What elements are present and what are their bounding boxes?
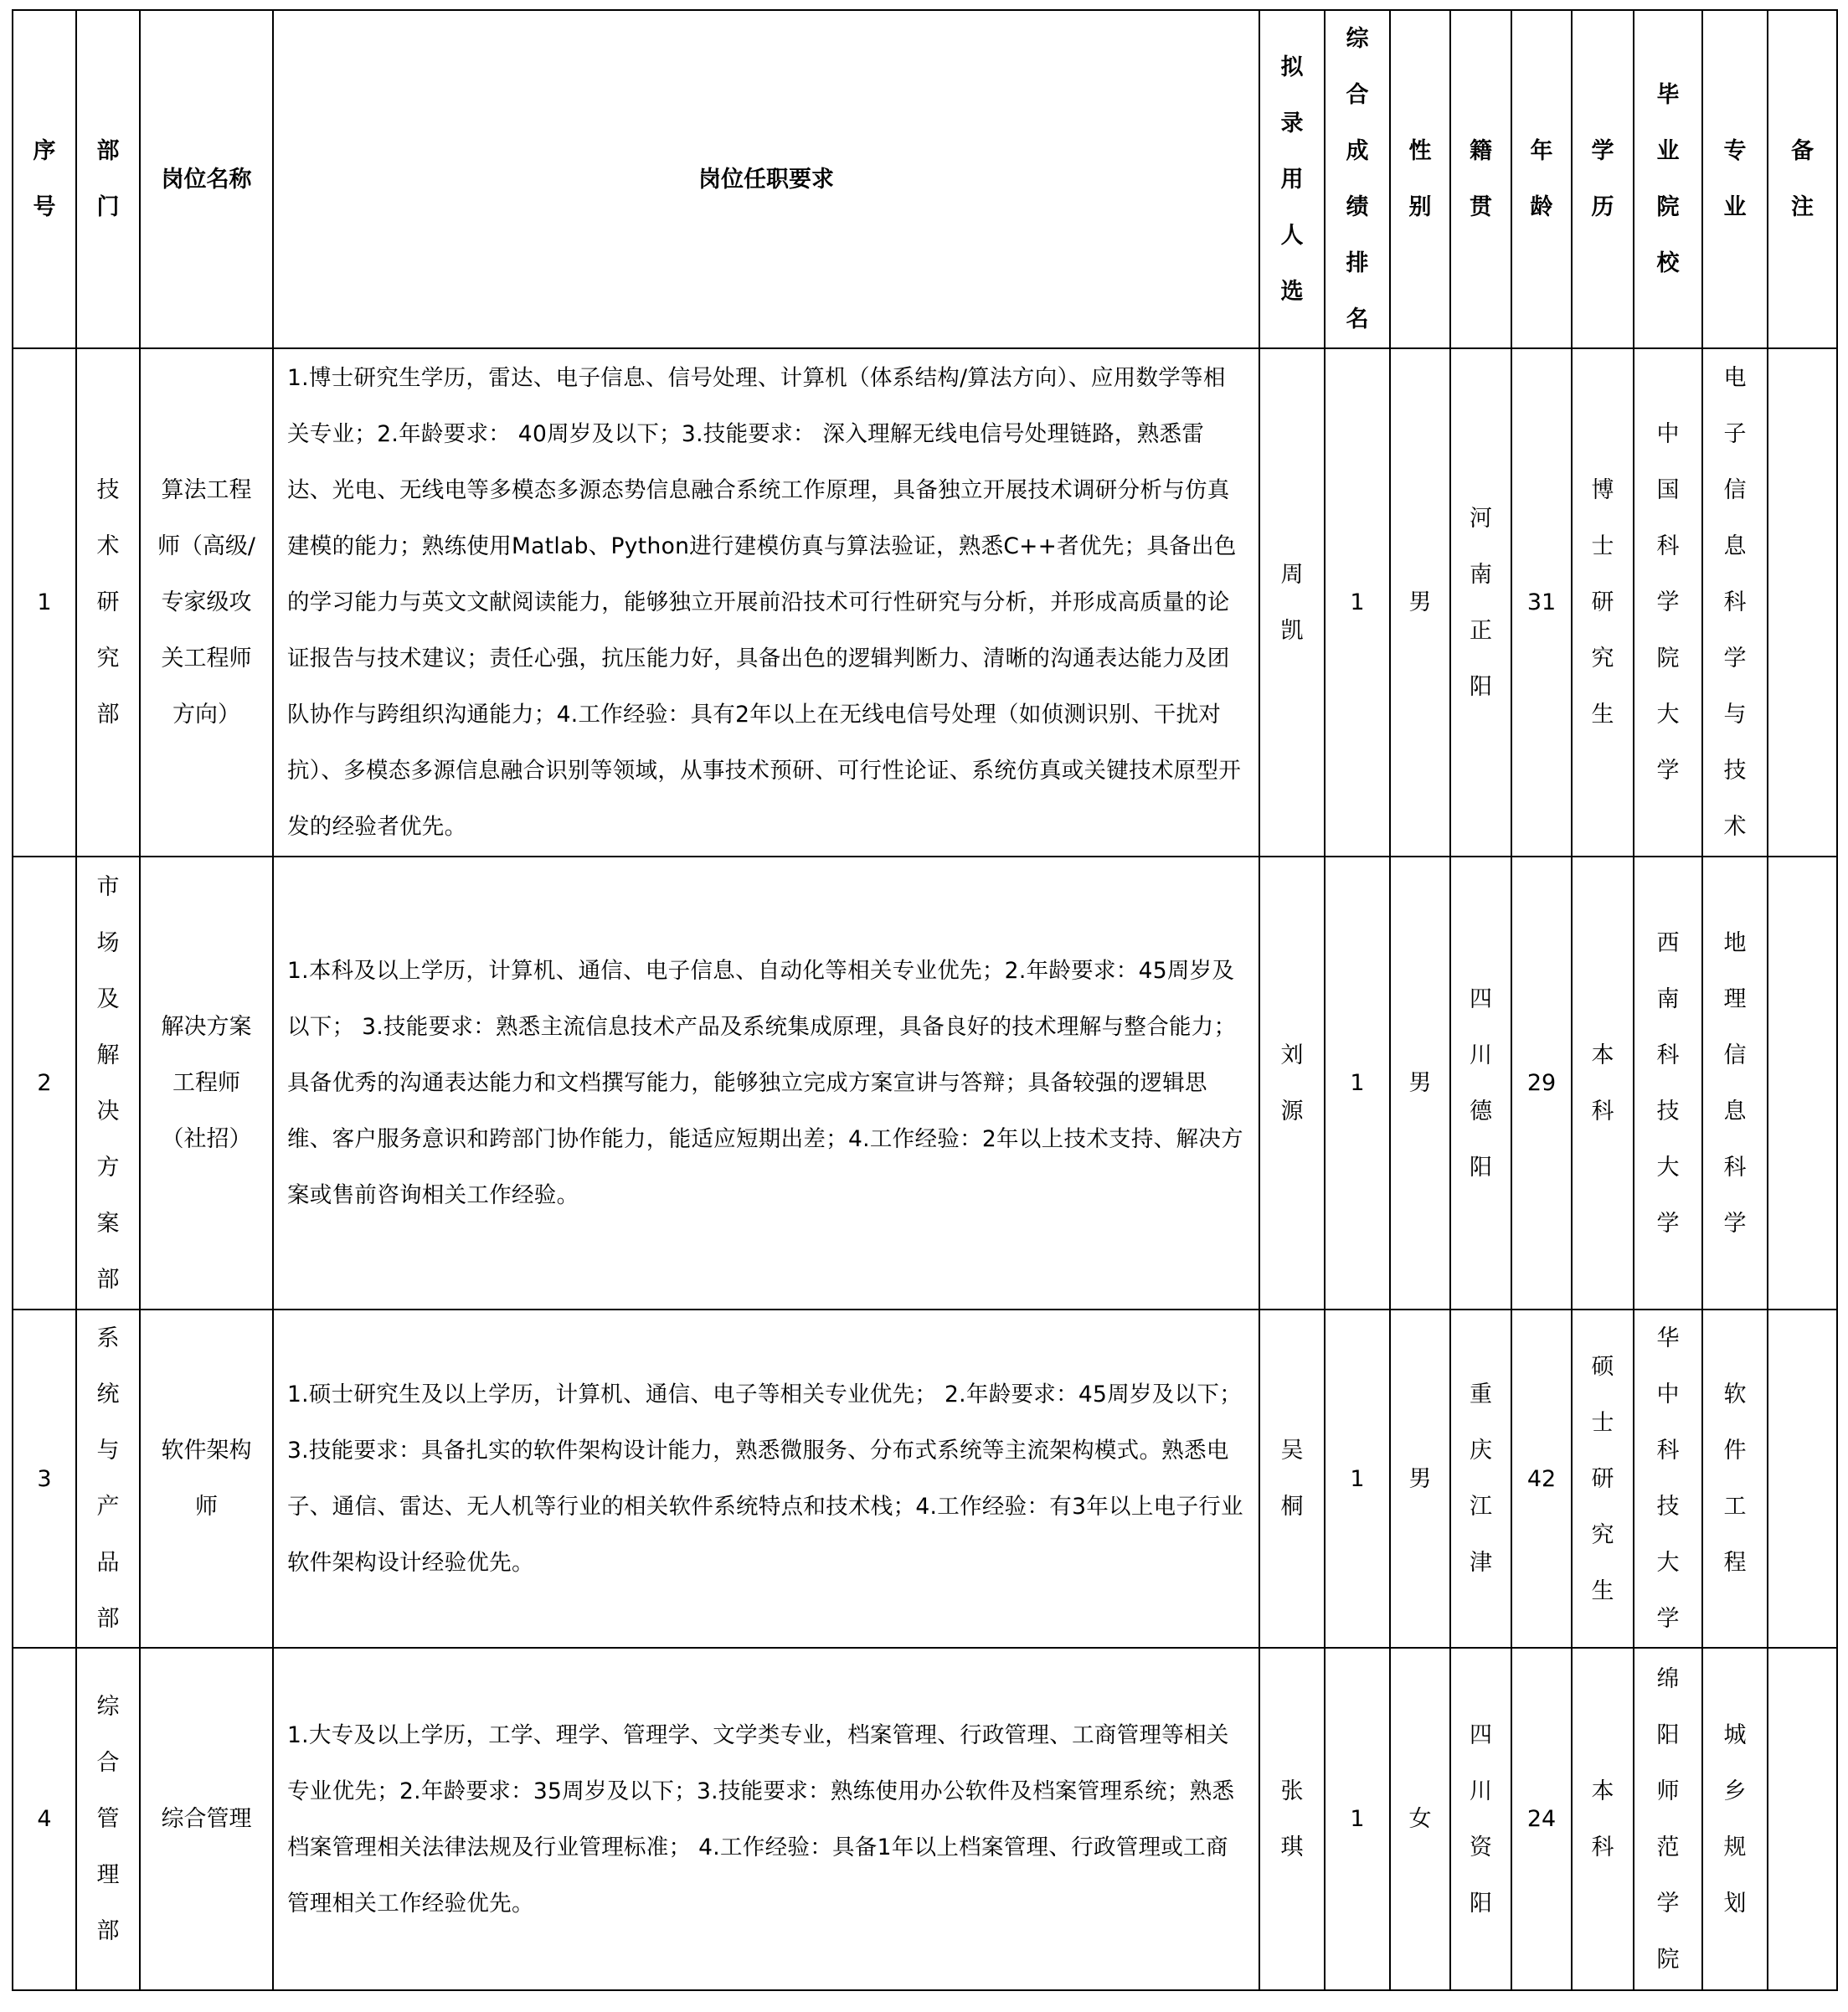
cell-major: 地理信息科学 [1702,857,1768,1310]
cell-school: 华中科技大学 [1634,1310,1702,1648]
cell-origin: 四川德阳 [1450,857,1511,1310]
cell-requirements: 1.硕士研究生及以上学历，计算机、通信、电子等相关专业优先； 2.年龄要求：45周岁及以下； 3.技能要求：具备扎实的软件架构设计能力，熟悉微服务、分布式系统等主流架构模式。熟悉电子、通信、雷达、无人机等行业的相关软件系统特点和技术栈；4.工作经验：有3年以上电子行业软件架构设计经验优先。 [273,1310,1259,1648]
cell-rank: 1 [1325,1648,1390,1990]
cell-requirements: 1.本科及以上学历，计算机、通信、电子信息、自动化等相关专业优先；2.年龄要求：45周岁及以下； 3.技能要求：熟悉主流信息技术产品及系统集成原理，具备良好的技术理解与整合能力；具备优秀的沟通表达能力和文档撰写能力，能够独立完成方案宣讲与答辩；具备较强的逻辑思维、客户服务意识和跨部门协作能力，能适应短期出差；4.工作经验：2年以上技术支持、解决方案或售前咨询相关工作经验。 [273,857,1259,1310]
header-remarks: 备注 [1768,10,1837,348]
cell-major: 城乡规划 [1702,1648,1768,1990]
cell-position: 解决方案工程师（社招） [140,857,273,1310]
cell-seq: 3 [13,1310,76,1648]
cell-age: 31 [1511,348,1572,857]
cell-candidate: 张琪 [1259,1648,1325,1990]
cell-age: 24 [1511,1648,1572,1990]
cell-gender: 男 [1390,348,1450,857]
header-seq: 序号 [13,10,76,348]
cell-seq: 1 [13,348,76,857]
cell-major: 软件工程 [1702,1310,1768,1648]
header-education: 学历 [1572,10,1634,348]
cell-gender: 女 [1390,1648,1450,1990]
cell-remarks [1768,1310,1837,1648]
cell-origin: 重庆江津 [1450,1310,1511,1648]
cell-remarks [1768,857,1837,1310]
table-row [13,1310,1837,1648]
cell-requirements: 1.大专及以上学历，工学、理学、管理学、文学类专业，档案管理、行政管理、工商管理等相关专业优先；2.年龄要求：35周岁及以下；3.技能要求：熟练使用办公软件及档案管理系统；熟悉档案管理相关法律法规及行业管理标准； 4.工作经验：具备1年以上档案管理、行政管理或工商管理相关工作经验优先。 [273,1648,1259,1990]
table-row [13,348,1837,857]
cell-school: 绵阳师范学院 [1634,1648,1702,1990]
cell-position: 算法工程师（高级/专家级攻关工程师方向） [140,348,273,857]
cell-remarks [1768,1648,1837,1990]
header-gender: 性别 [1390,10,1450,348]
cell-gender: 男 [1390,1310,1450,1648]
header-position: 岗位名称 [140,10,273,348]
cell-position: 软件架构师 [140,1310,273,1648]
cell-origin: 四川资阳 [1450,1648,1511,1990]
header-row [13,10,1837,348]
cell-requirements: 1.博士研究生学历，雷达、电子信息、信号处理、计算机（体系结构/算法方向）、应用数学等相关专业；2.年龄要求： 40周岁及以下；3.技能要求： 深入理解无线电信号处理链路，熟悉雷达、光电、无线电等多模态多源态势信息融合系统工作原理，具备独立开展技术调研分析与仿真建模的能力；熟练使用Matlab、Python进行建模仿真与算法验证，熟悉C++者优先；具备出色的学习能力与英文文献阅读能力，能够独立开展前沿技术可行性研究与分析，并形成高质量的论证报告与技术建议；责任心强，抗压能力好，具备出色的逻辑判断力、清晰的沟通表达能力及团队协作与跨组织沟通能力；4.工作经验：具有2年以上在无线电信号处理（如侦测识别、干扰对抗）、多模态多源信息融合识别等领域，从事技术预研、可行性论证、系统仿真或关键技术原型开发的经验者优先。 [273,348,1259,857]
cell-dept: 市场及解决方案部 [76,857,140,1310]
cell-school: 中国科学院大学 [1634,348,1702,857]
cell-seq: 4 [13,1648,76,1990]
cell-rank: 1 [1325,348,1390,857]
header-age: 年龄 [1511,10,1572,348]
cell-age: 42 [1511,1310,1572,1648]
cell-gender: 男 [1390,857,1450,1310]
header-major: 专业 [1702,10,1768,348]
cell-dept: 综合管理部 [76,1648,140,1990]
header-school: 毕业院校 [1634,10,1702,348]
cell-education: 硕士研究生 [1572,1310,1634,1648]
cell-origin: 河南正阳 [1450,348,1511,857]
header-origin: 籍贯 [1450,10,1511,348]
cell-seq: 2 [13,857,76,1310]
header-rank: 综合成绩排名 [1325,10,1390,348]
cell-education: 本科 [1572,1648,1634,1990]
cell-candidate: 吴桐 [1259,1310,1325,1648]
cell-candidate: 刘源 [1259,857,1325,1310]
cell-major: 电子信息科学与技术 [1702,348,1768,857]
table-row [13,1648,1837,1990]
cell-rank: 1 [1325,857,1390,1310]
header-requirements: 岗位任职要求 [273,10,1259,348]
cell-age: 29 [1511,857,1572,1310]
cell-education: 本科 [1572,857,1634,1310]
cell-dept: 系统与产品部 [76,1310,140,1648]
cell-remarks [1768,348,1837,857]
cell-candidate: 周凯 [1259,348,1325,857]
cell-rank: 1 [1325,1310,1390,1648]
candidate-table [12,9,1838,1991]
header-candidate: 拟录用人选 [1259,10,1325,348]
cell-school: 西南科技大学 [1634,857,1702,1310]
header-dept: 部门 [76,10,140,348]
cell-position: 综合管理 [140,1648,273,1990]
table-row [13,857,1837,1310]
cell-education: 博士研究生 [1572,348,1634,857]
cell-dept: 技术研究部 [76,348,140,857]
